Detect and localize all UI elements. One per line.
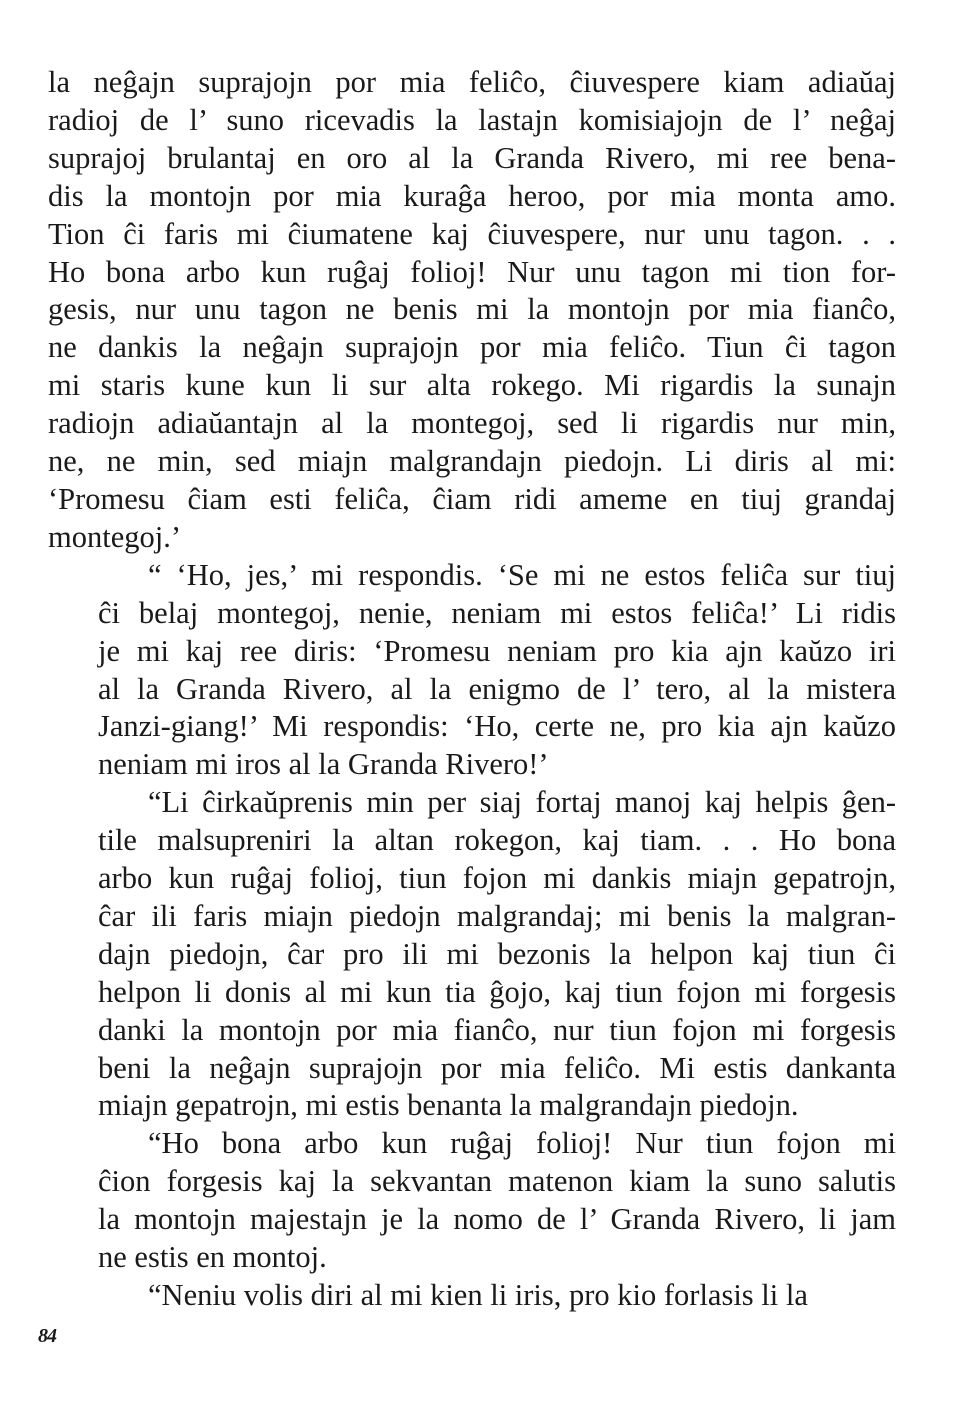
paragraph [48,557,896,784]
text-line: radioj de l’ suno ricevadis la lastajn komisiajojn de l’ neĝaj [48,102,896,137]
text-line: mi staris kune kun li sur alta rokego. Mi rigardis la sunajn [48,368,896,403]
text-line: miajn gepatrojn, mi estis benanta la malgrandajn piedojn. [98,1088,799,1123]
text-line: Janzi-giang!’ Mi respondis: ‘Ho, certe ne, pro kia ajn kaŭzo [98,709,896,744]
text-line: ‘Promesu ĉiam esti feliĉa, ĉiam ridi ameme en tiuj grandaj [48,481,896,516]
text-line: suprajoj brulantaj en oro al la Granda Rivero, mi ree bena- [48,140,896,175]
text-line: radiojn adiaŭantajn al la montegoj, sed li rigardis nur min, [48,406,896,441]
paragraph [48,1125,896,1277]
text-line: beni la neĝajn suprajojn por mia feliĉo. Mi estis dankanta [98,1050,896,1085]
text-line: “Li ĉirkaŭprenis min per siaj fortaj manoj kaj helpis ĝen- [148,785,896,820]
text-line: ne, ne min, sed miajn malgrandajn piedojn. Li diris al mi: [48,444,896,479]
text-line: je mi kaj ree diris: ‘Promesu neniam pro kia ajn kaŭzo iri [98,633,896,668]
text-line: la montojn majestajn je la nomo de l’ Granda Rivero, li jam [98,1202,896,1237]
text-line: dis la montojn por mia kuraĝa heroo, por mia monta amo. [48,178,896,213]
text-line: ĉi belaj montegoj, nenie, neniam mi estos feliĉa!’ Li ridis [98,595,896,630]
body-text [48,64,896,1315]
text-line: montegoj.’ [48,519,181,554]
text-line: ne dankis la neĝajn suprajojn por mia feliĉo. Tiun ĉi tagon [48,330,896,365]
paragraph [48,64,896,557]
text-line: tile malsupreniri la altan rokegon, kaj tiam. . . Ho bona [98,823,896,858]
text-line: neniam mi iros al la Granda Rivero!’ [98,747,549,782]
text-line: “ ‘Ho, jes,’ mi respondis. ‘Se mi ne estos feliĉa sur tiuj [148,557,896,592]
text-line: la neĝajn suprajojn por mia feliĉo, ĉiuvespere kiam adiaŭaj [48,65,896,99]
text-line: danki la montojn por mia fianĉo, nur tiun fojon mi forgesis [98,1012,896,1047]
text-line: al la Granda Rivero, al la enigmo de l’ tero, al la mistera [98,671,896,706]
text-line: Tion ĉi faris mi ĉiumatene kaj ĉiuvespere, nur unu tagon. . . [48,216,896,251]
paragraph [48,784,896,1125]
text-line: ĉar ili faris miajn piedojn malgrandaj; mi benis la malgran- [98,898,896,933]
text-line: “Neniu volis diri al mi kien li iris, pro kio forlasis li la [148,1278,808,1312]
text-line: arbo kun ruĝaj folioj, tiun fojon mi dankis miajn gepatrojn, [98,861,896,896]
text-line: ĉion forgesis kaj la sekvantan matenon kiam la suno salutis [98,1164,896,1199]
page-number: 84 [38,1325,56,1347]
text-line: helpon li donis al mi kun tia ĝojo, kaj tiun fojon mi forgesis [98,974,896,1009]
text-line: Ho bona arbo kun ruĝaj folioj! Nur unu tagon mi tion for- [48,254,896,289]
text-line: gesis, nur unu tagon ne benis mi la montojn por mia fianĉo, [48,292,896,327]
text-line: “Ho bona arbo kun ruĝaj folioj! Nur tiun fojon mi [148,1126,896,1161]
paragraph [48,1277,896,1315]
text-line: dajn piedojn, ĉar pro ili mi bezonis la helpon kaj tiun ĉi [98,936,896,971]
text-line: ne estis en montoj. [98,1240,327,1275]
